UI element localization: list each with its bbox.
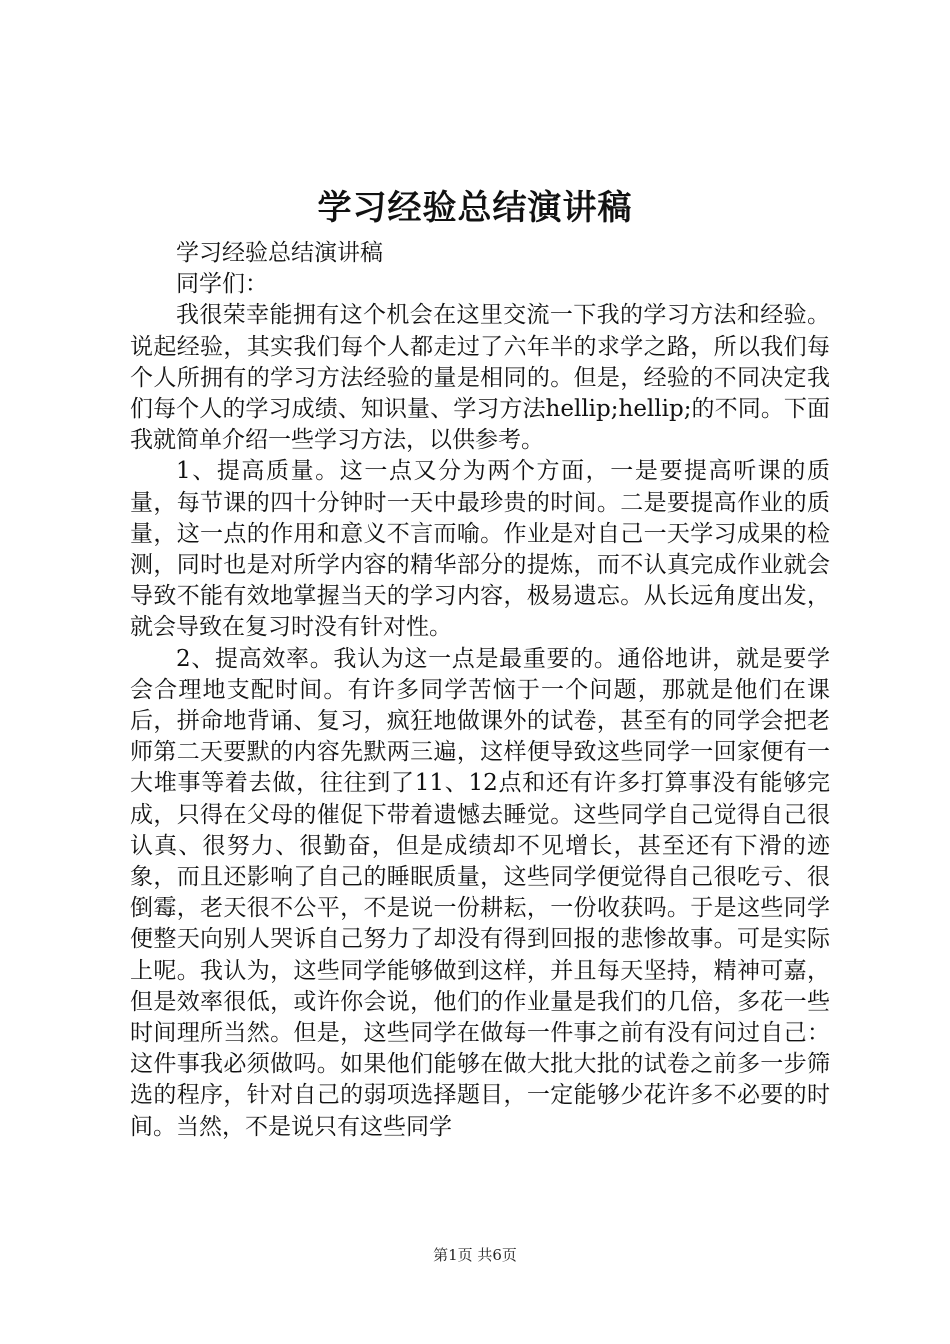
document-title: 学习经验总结演讲稿 [317, 188, 633, 228]
subtitle-paragraph: 学习经验总结演讲稿 [176, 240, 383, 266]
page-number-footer: 第1页 共6页 [433, 1246, 517, 1264]
salutation-paragraph: 同学们： [176, 271, 268, 298]
intro-paragraph: 我很荣幸能拥有这个机会在这里交流一下我的学习方法和经验。说起经验，其实我们每个人都走过了六年半的求学之路，所以我们每个人所拥有的学习方法经验的量是相同的。但是，经验的不同决定我们每个人的学习成绩、知识量、学习方法hellip;hellip;的不同。下面我就简单介绍一些学习方法，以供参考。 [130, 302, 830, 454]
document-body [130, 238, 830, 1143]
point-two-paragraph: 2、提高效率。我认为这一点是最重要的。通俗地讲，就是要学会合理地支配时间。有许多同学苦恼于一个问题，那就是他们在课后，拼命地背诵、复习，疯狂地做课外的试卷，甚至有的同学会把老师第二天要默的内容先默两三遍，这样便导致这些同学一回家便有一大堆事等着去做，往往到了11、12点和还有许多打算事没有能够完成，只得在父母的催促下带着遗憾去睡觉。这些同学自己觉得自己很认真、很努力、很勤奋，但是成绩却不见增长，甚至还有下滑的迹象，而且还影响了自己的睡眠质量，这些同学便觉得自己很吃亏、很倒霉，老天很不公平，不是说一份耕耘，一份收获吗。于是这些同学便整天向别人哭诉自己努力了却没有得到回报的悲惨故事。可是实际上呢。我认为，这些同学能够做到这样，并且每天坚持，精神可嘉，但是效率很低，或许你会说，他们的作业量是我们的几倍，多花一些时间理所当然。但是，这些同学在做每一件事之前有没有问过自己：这件事我必须做吗。如果他们能够在做大批大批的试卷之前多一步筛选的程序，针对自己的弱项选择题目，一定能够少花许多不必要的时间。当然，不是说只有这些同学 [130, 645, 830, 1140]
point-one-paragraph: 1、提高质量。这一点又分为两个方面，一是要提高听课的质量，每节课的四十分钟时一天中最珍贵的时间。二是要提高作业的质量，这一点的作用和意义不言而喻。作业是对自己一天学习成果的检测，同时也是对所学内容的精华部分的提炼，而不认真完成作业就会导致不能有效地掌握当天的学习内容，极易遗忘。从长远角度出发，就会导致在复习时没有针对性。 [130, 458, 830, 641]
